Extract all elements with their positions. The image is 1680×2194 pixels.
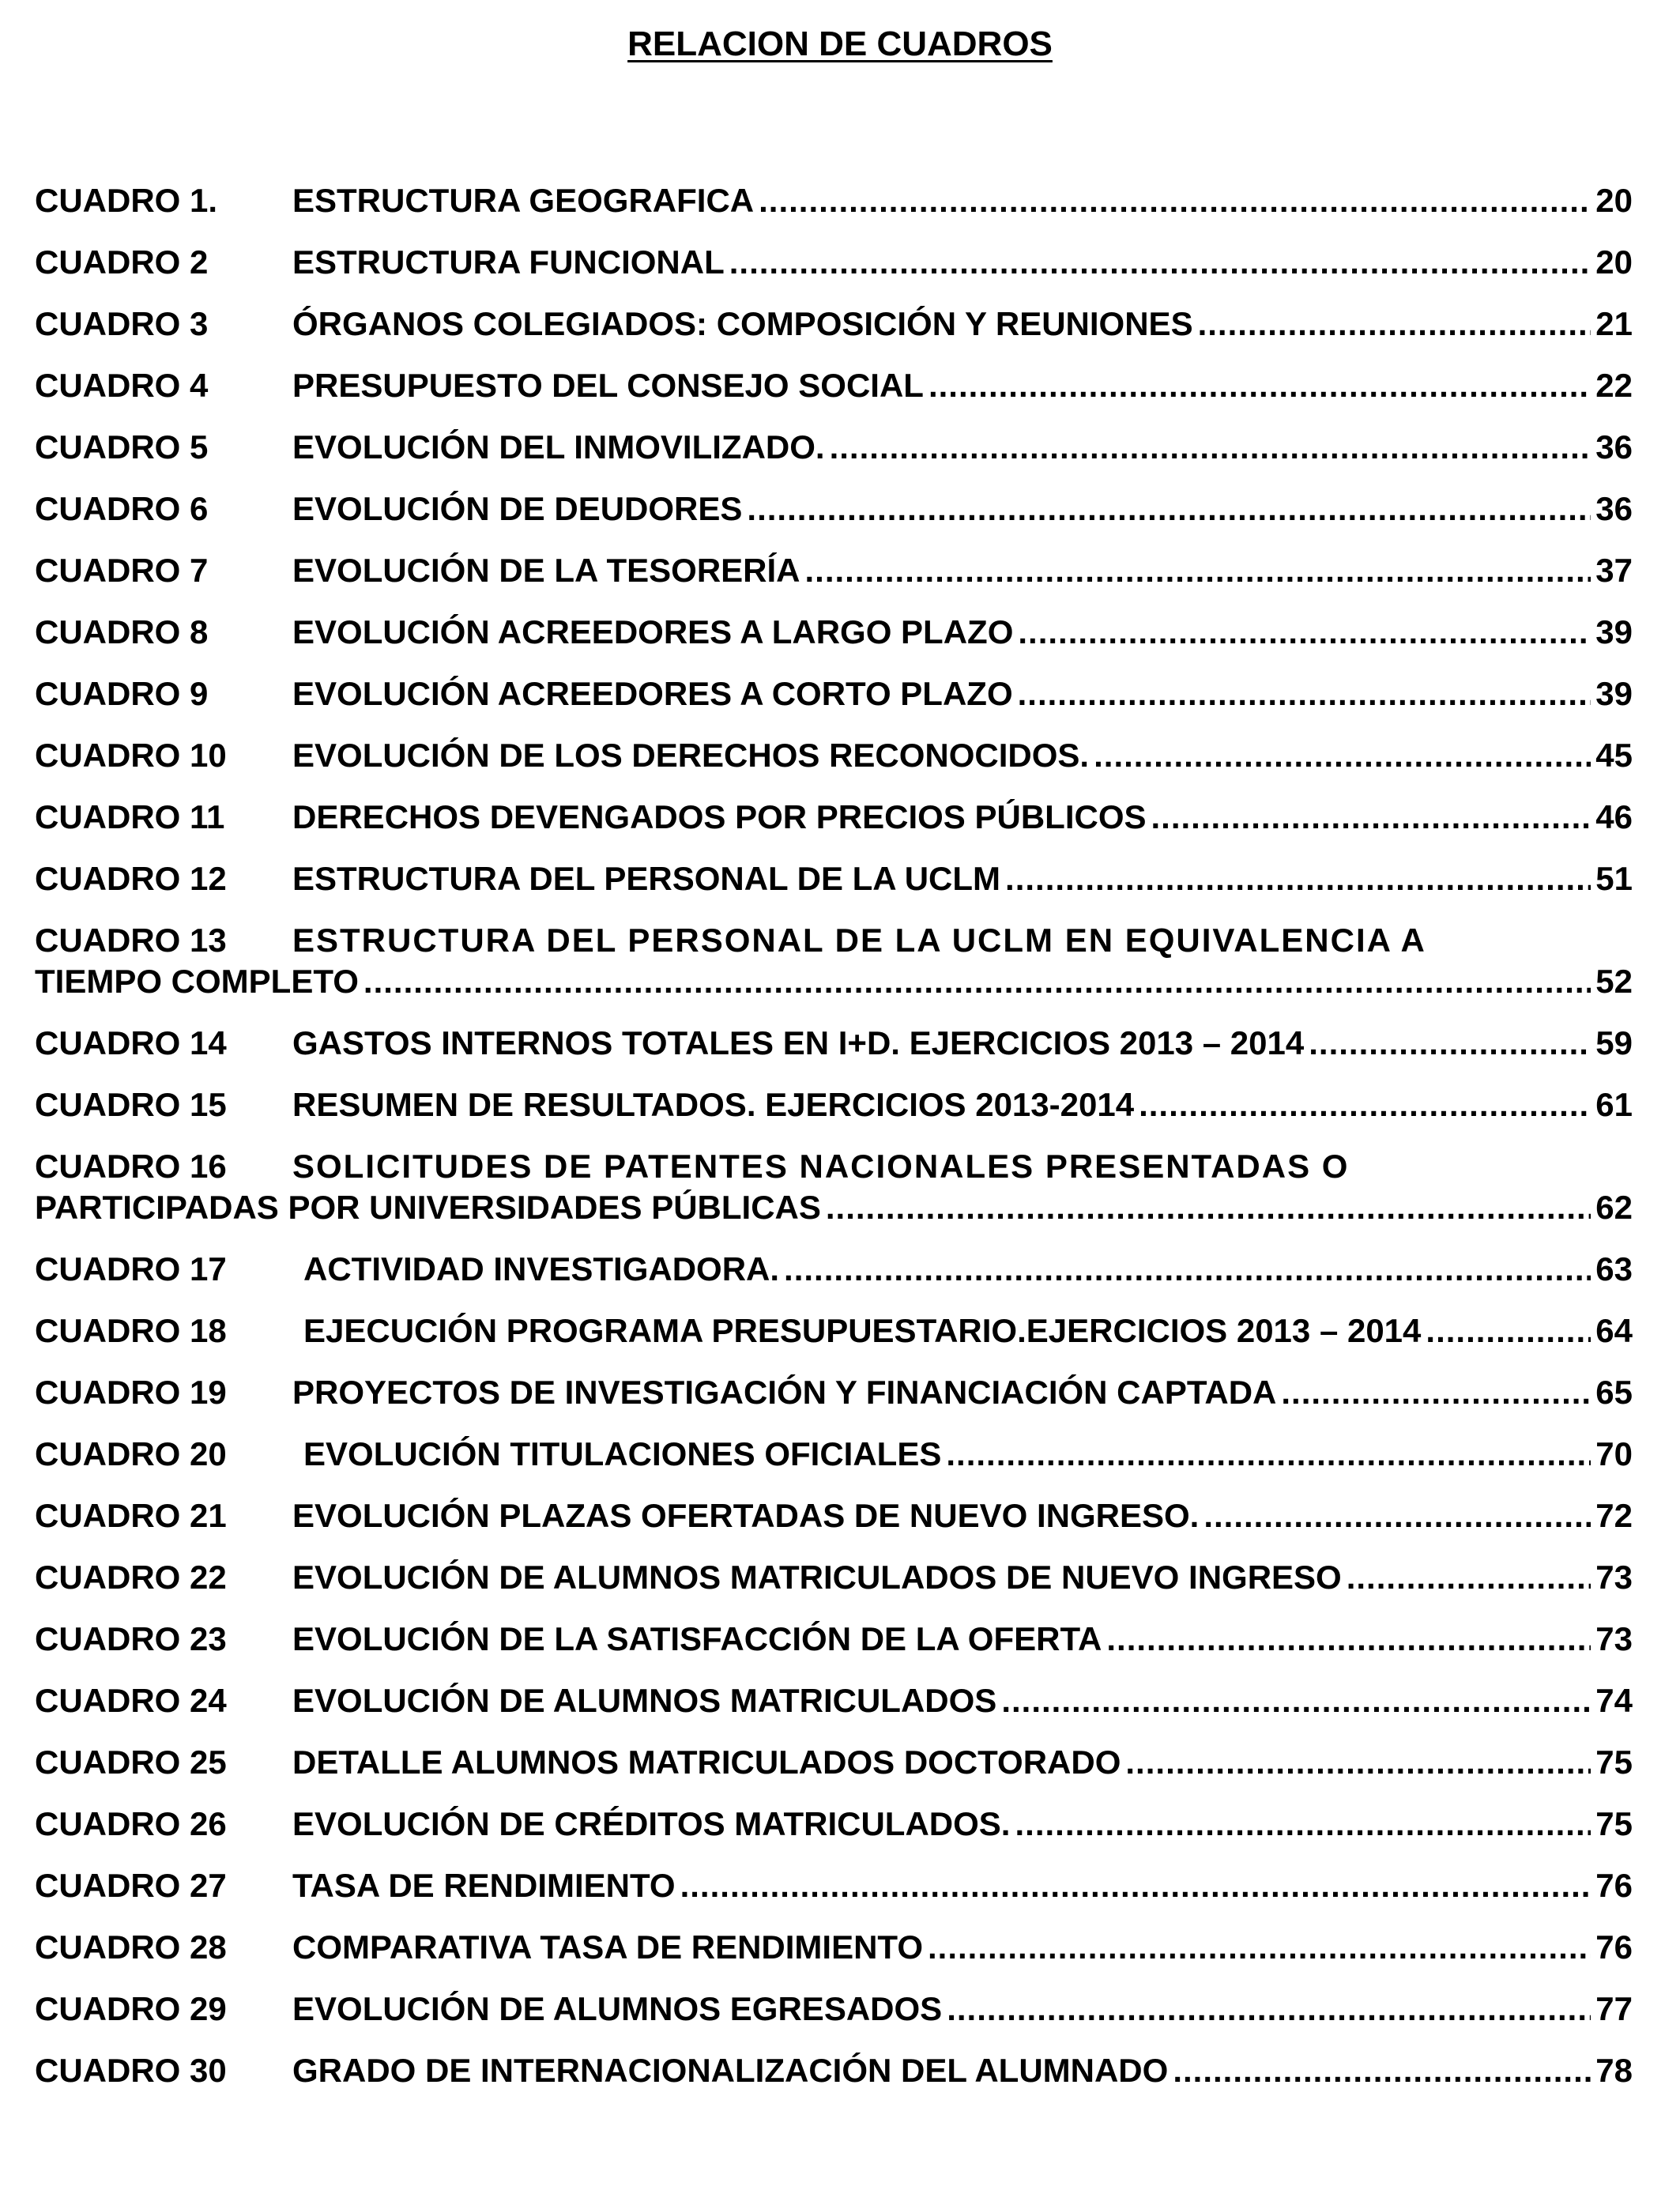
toc-entry-number: CUADRO 4 <box>35 367 209 404</box>
toc-entry-page: 36 <box>1595 490 1633 527</box>
toc-entry-page: 36 <box>1595 428 1633 466</box>
dot-leader <box>1347 1557 1591 1598</box>
dot-leader <box>826 1187 1591 1228</box>
toc-entry[interactable] <box>35 1434 1633 1475</box>
toc-entry-title: EVOLUCIÓN DE ALUMNOS MATRICULADOS <box>292 1682 997 1719</box>
toc-entry[interactable] <box>35 612 1633 653</box>
toc-entry[interactable] <box>35 1084 1633 1125</box>
page-title: RELACION DE CUADROS <box>627 25 1053 63</box>
toc-entry-page: 78 <box>1595 2052 1633 2089</box>
toc-entry-number: CUADRO 17 <box>35 1250 227 1287</box>
toc-entry-page: 62 <box>1595 1189 1633 1226</box>
toc-entry-page: 61 <box>1595 1086 1633 1123</box>
toc-entry[interactable] <box>35 1804 1633 1845</box>
toc-entry-title: EVOLUCIÓN DE LA SATISFACCIÓN DE LA OFERTA <box>292 1620 1102 1657</box>
table-of-contents <box>35 180 1633 2112</box>
dot-leader <box>1151 797 1591 838</box>
toc-entry-number: CUADRO 11 <box>35 798 225 835</box>
dot-leader <box>1005 858 1591 899</box>
toc-entry-page: 39 <box>1595 675 1633 712</box>
toc-entry-page: 39 <box>1595 613 1633 650</box>
toc-entry-page: 75 <box>1595 1744 1633 1781</box>
dot-leader <box>747 488 1591 530</box>
toc-entry-number: CUADRO 10 <box>35 737 227 774</box>
toc-entry-title: PROYECTOS DE INVESTIGACIÓN Y FINANCIACIÓN CAPTADA <box>292 1374 1277 1411</box>
toc-entry-title: ÓRGANOS COLEGIADOS: COMPOSICIÓN Y REUNIONES <box>292 305 1193 342</box>
toc-entry-number: CUADRO 27 <box>35 1867 227 1904</box>
dot-leader <box>1198 303 1591 345</box>
toc-entry-page: 45 <box>1595 737 1633 774</box>
toc-entry-page: 77 <box>1595 1990 1633 2027</box>
toc-entry-number: CUADRO 18 <box>35 1312 227 1349</box>
toc-entry-number: CUADRO 26 <box>35 1805 227 1842</box>
toc-entry-title: EVOLUCIÓN TITULACIONES OFICIALES <box>303 1435 942 1472</box>
toc-entry-page: 63 <box>1595 1250 1633 1287</box>
toc-entry-number: CUADRO 12 <box>35 860 227 897</box>
toc-entry-number: CUADRO 2 <box>35 243 209 281</box>
toc-entry-title: EVOLUCIÓN DE DEUDORES <box>292 490 743 527</box>
toc-entry-title: EVOLUCIÓN DE CRÉDITOS MATRICULADOS. <box>292 1805 1011 1842</box>
toc-entry[interactable] <box>35 920 1633 1002</box>
toc-entry-title: DERECHOS DEVENGADOS POR PRECIOS PÚBLICOS <box>292 798 1147 835</box>
toc-entry-page: 21 <box>1595 305 1633 342</box>
toc-entry-title: EVOLUCIÓN DE LOS DERECHOS RECONOCIDOS. <box>292 737 1090 774</box>
toc-entry[interactable] <box>35 735 1633 776</box>
toc-entry-title: GRADO DE INTERNACIONALIZACIÓN DEL ALUMNADO <box>292 2052 1169 2089</box>
dot-leader <box>1106 1619 1591 1660</box>
toc-entry-number: CUADRO 30 <box>35 2052 227 2089</box>
toc-entry-page: 76 <box>1595 1928 1633 1966</box>
toc-entry-page: 73 <box>1595 1559 1633 1596</box>
toc-entry-title: EVOLUCIÓN PLAZAS OFERTADAS DE NUEVO INGRESO. <box>292 1497 1200 1534</box>
toc-entry-number: CUADRO 14 <box>35 1024 227 1061</box>
dot-leader <box>680 1865 1591 1906</box>
toc-entry[interactable] <box>35 1865 1633 1906</box>
toc-entry-number: CUADRO 29 <box>35 1990 227 2027</box>
dot-leader <box>1018 612 1591 653</box>
toc-entry-page: 74 <box>1595 1682 1633 1719</box>
toc-entry[interactable] <box>35 550 1633 591</box>
toc-entry-number: CUADRO 24 <box>35 1682 227 1719</box>
dot-leader <box>1281 1372 1591 1413</box>
toc-entry-page: 59 <box>1595 1024 1633 1061</box>
toc-entry-page: 22 <box>1595 367 1633 404</box>
toc-entry-number: CUADRO 7 <box>35 552 209 589</box>
toc-entry-title: EVOLUCIÓN DE ALUMNOS EGRESADOS <box>292 1990 943 2027</box>
toc-entry[interactable] <box>35 242 1633 283</box>
dot-leader <box>928 1927 1591 1968</box>
toc-entry[interactable] <box>35 1927 1633 1968</box>
toc-entry-number: CUADRO 28 <box>35 1928 227 1966</box>
toc-entry-page: 51 <box>1595 860 1633 897</box>
dot-leader <box>1125 1742 1591 1783</box>
toc-entry-title: EVOLUCIÓN ACREEDORES A LARGO PLAZO <box>292 613 1014 650</box>
toc-entry-page: 65 <box>1595 1374 1633 1411</box>
toc-entry-title: EVOLUCIÓN ACREEDORES A CORTO PLAZO <box>292 675 1013 712</box>
toc-entry-number: CUADRO 6 <box>35 490 209 527</box>
toc-entry-number: CUADRO 3 <box>35 305 209 342</box>
toc-entry[interactable] <box>35 1249 1633 1290</box>
toc-entry[interactable] <box>35 797 1633 838</box>
toc-entry[interactable] <box>35 1023 1633 1064</box>
toc-entry[interactable] <box>35 1680 1633 1721</box>
dot-leader <box>1018 673 1591 714</box>
toc-entry[interactable] <box>35 2050 1633 2091</box>
toc-entry-title: COMPARATIVA TASA DE RENDIMIENTO <box>292 1928 923 1966</box>
toc-entry-title: SOLICITUDES DE PATENTES NACIONALES PRESENTADAS O <box>292 1148 1350 1185</box>
toc-entry-page: 46 <box>1595 798 1633 835</box>
dot-leader <box>805 550 1591 591</box>
toc-entry-page: 76 <box>1595 1867 1633 1904</box>
toc-entry-title: GASTOS INTERNOS TOTALES EN I+D. EJERCICIOS 2013 – 2014 <box>292 1024 1305 1061</box>
dot-leader <box>830 427 1591 468</box>
toc-entry-title: ACTIVIDAD INVESTIGADORA. <box>303 1250 780 1287</box>
toc-entry-number: CUADRO 15 <box>35 1086 227 1123</box>
toc-entry-number: CUADRO 19 <box>35 1374 227 1411</box>
toc-entry[interactable] <box>35 1146 1633 1228</box>
toc-entry[interactable] <box>35 1495 1633 1536</box>
toc-entry-page: 73 <box>1595 1620 1633 1657</box>
toc-entry-number: CUADRO 5 <box>35 428 209 466</box>
toc-entry-number: CUADRO 8 <box>35 613 209 650</box>
toc-entry[interactable] <box>35 1310 1633 1351</box>
toc-entry-page: 75 <box>1595 1805 1633 1842</box>
toc-entry-page: 64 <box>1595 1312 1633 1349</box>
toc-entry-title: EVOLUCIÓN DEL INMOVILIZADO. <box>292 428 825 466</box>
dot-leader <box>1139 1084 1591 1125</box>
dot-leader <box>947 1989 1591 2030</box>
dot-leader <box>946 1434 1591 1475</box>
toc-entry-number: CUADRO 20 <box>35 1435 227 1472</box>
toc-entry[interactable] <box>35 1557 1633 1598</box>
toc-entry-number: CUADRO 1. <box>35 182 218 219</box>
toc-entry-title: ESTRUCTURA GEOGRAFICA <box>292 182 755 219</box>
dot-leader <box>1001 1680 1591 1721</box>
toc-entry[interactable] <box>35 303 1633 345</box>
toc-entry-title: EVOLUCIÓN DE LA TESORERÍA <box>292 552 800 589</box>
toc-entry-title: EJECUCIÓN PROGRAMA PRESUPUESTARIO.EJERCICIOS 2013 – 2014 <box>303 1312 1422 1349</box>
toc-entry[interactable] <box>35 488 1633 530</box>
dot-leader <box>759 180 1591 221</box>
toc-entry[interactable] <box>35 365 1633 406</box>
dot-leader <box>929 365 1591 406</box>
toc-entry-number: CUADRO 21 <box>35 1497 227 1534</box>
toc-entry-title: ESTRUCTURA DEL PERSONAL DE LA UCLM <box>292 860 1001 897</box>
toc-entry-number: CUADRO 13 <box>35 922 227 959</box>
toc-entry[interactable] <box>35 1742 1633 1783</box>
dot-leader <box>1094 735 1591 776</box>
toc-entry-title: EVOLUCIÓN DE ALUMNOS MATRICULADOS DE NUEVO INGRESO <box>292 1559 1342 1596</box>
dot-leader <box>1309 1023 1591 1064</box>
toc-entry[interactable] <box>35 427 1633 468</box>
toc-entry-number: CUADRO 9 <box>35 675 209 712</box>
toc-entry-title: ESTRUCTURA DEL PERSONAL DE LA UCLM EN EQUIVALENCIA A <box>292 922 1426 959</box>
toc-entry-number: CUADRO 23 <box>35 1620 227 1657</box>
dot-leader <box>1015 1804 1591 1845</box>
toc-entry-title: DETALLE ALUMNOS MATRICULADOS DOCTORADO <box>292 1744 1121 1781</box>
toc-entry-title: PRESUPUESTO DEL CONSEJO SOCIAL <box>292 367 924 404</box>
toc-entry[interactable] <box>35 180 1633 221</box>
toc-entry-page: 37 <box>1595 552 1633 589</box>
toc-entry-number: CUADRO 25 <box>35 1744 227 1781</box>
toc-entry-page: 72 <box>1595 1497 1633 1534</box>
toc-entry-page: 52 <box>1595 963 1633 1000</box>
toc-entry-title-continuation: TIEMPO COMPLETO <box>35 963 359 1000</box>
toc-entry[interactable] <box>35 1372 1633 1413</box>
dot-leader <box>1173 2050 1591 2091</box>
toc-entry-title: ESTRUCTURA FUNCIONAL <box>292 243 725 281</box>
toc-entry-title-continuation: PARTICIPADAS POR UNIVERSIDADES PÚBLICAS <box>35 1189 821 1226</box>
dot-leader <box>784 1249 1591 1290</box>
dot-leader <box>363 961 1591 1002</box>
toc-entry-page: 20 <box>1595 182 1633 219</box>
toc-entry-title: TASA DE RENDIMIENTO <box>292 1867 676 1904</box>
toc-entry-number: CUADRO 16 <box>35 1148 227 1185</box>
toc-entry-number: CUADRO 22 <box>35 1559 227 1596</box>
dot-leader <box>1203 1495 1591 1536</box>
toc-entry[interactable] <box>35 673 1633 714</box>
toc-entry-page: 70 <box>1595 1435 1633 1472</box>
dot-leader <box>729 242 1591 283</box>
toc-entry-title: RESUMEN DE RESULTADOS. EJERCICIOS 2013-2014 <box>292 1086 1135 1123</box>
toc-entry[interactable] <box>35 1989 1633 2030</box>
toc-entry[interactable] <box>35 1619 1633 1660</box>
dot-leader <box>1426 1310 1591 1351</box>
toc-entry[interactable] <box>35 858 1633 899</box>
toc-entry-page: 20 <box>1595 243 1633 281</box>
